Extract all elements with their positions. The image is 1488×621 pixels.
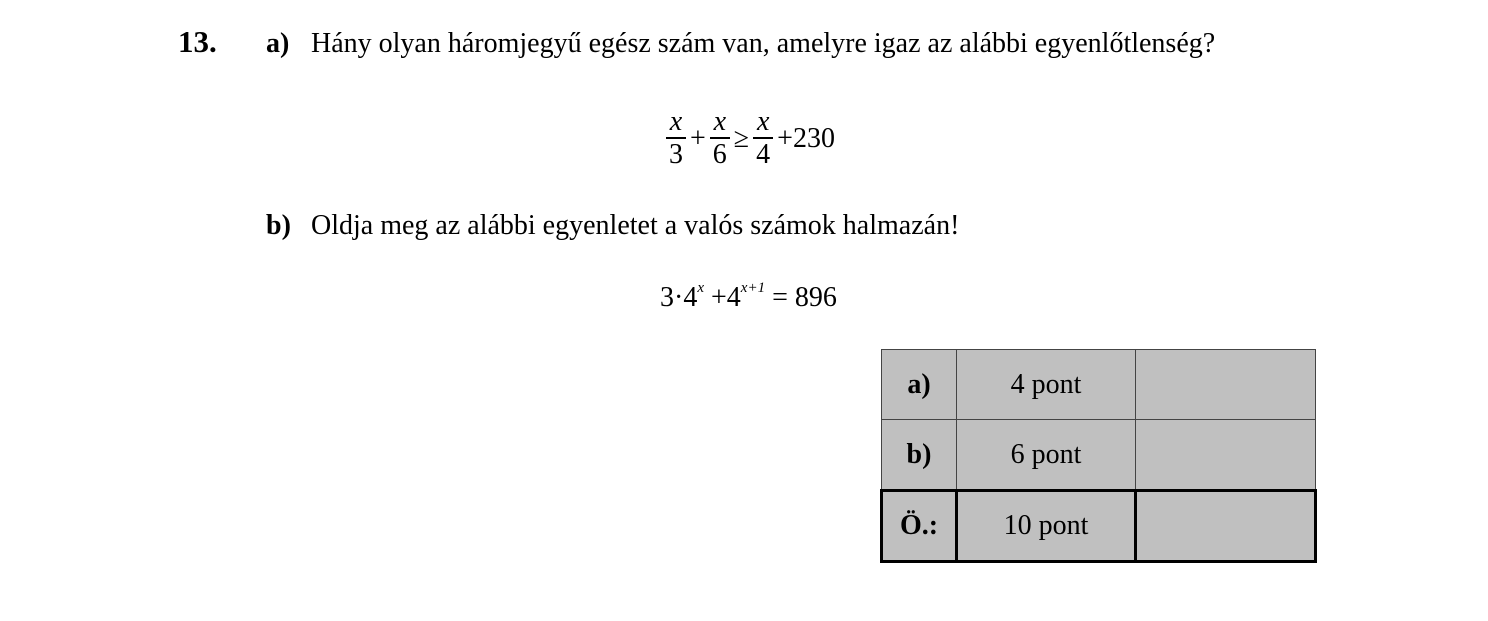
- plus-operator: +: [690, 123, 706, 154]
- equation-rhs: = 896: [765, 282, 837, 313]
- score-label-a: a): [882, 350, 957, 420]
- exponential-equation: [660, 279, 837, 314]
- fraction-denominator: 4: [756, 138, 771, 170]
- fraction-x-over-3: [666, 107, 686, 171]
- fraction-x-over-4: [753, 107, 773, 171]
- equation-coefficient: 3·4: [660, 282, 698, 313]
- part-a-text: Hány olyan háromjegyű egész szám van, amelyre igaz az alábbi egyenlőtlenség?: [311, 28, 1216, 59]
- exponent-x-plus-1: x+1: [740, 279, 766, 296]
- score-label-b: b): [882, 420, 957, 491]
- equation-middle: +4: [704, 282, 741, 313]
- score-field-total: [1136, 491, 1316, 562]
- fraction-denominator: 3: [669, 138, 683, 170]
- part-b-label: b): [266, 210, 291, 241]
- fraction-numerator: x: [756, 106, 770, 138]
- score-field-b: [1136, 420, 1316, 491]
- exponent-x: x: [697, 279, 704, 296]
- fraction-numerator: x: [669, 106, 683, 138]
- score-row-a: [882, 350, 1316, 420]
- score-label-total: Ö.:: [882, 491, 957, 562]
- score-points-total: 10 pont: [957, 491, 1136, 562]
- score-row-total: [882, 491, 1316, 562]
- question-number: 13.: [178, 24, 217, 59]
- part-b-text: Oldja meg az alábbi egyenletet a valós számok halmazán!: [311, 210, 960, 241]
- fraction-x-over-6: [710, 107, 730, 171]
- fraction-denominator: 6: [712, 138, 727, 170]
- score-points-a: 4 pont: [957, 350, 1136, 420]
- part-a-label: a): [266, 28, 290, 59]
- score-field-a: [1136, 350, 1316, 420]
- score-row-b: [882, 420, 1316, 491]
- fraction-numerator: x: [713, 106, 727, 138]
- greater-equal-operator: ≥: [733, 123, 750, 154]
- equation-tail: +230: [777, 123, 835, 154]
- score-table: [880, 349, 1317, 563]
- score-points-b: 6 pont: [957, 420, 1136, 491]
- inequality-equation: [664, 104, 837, 174]
